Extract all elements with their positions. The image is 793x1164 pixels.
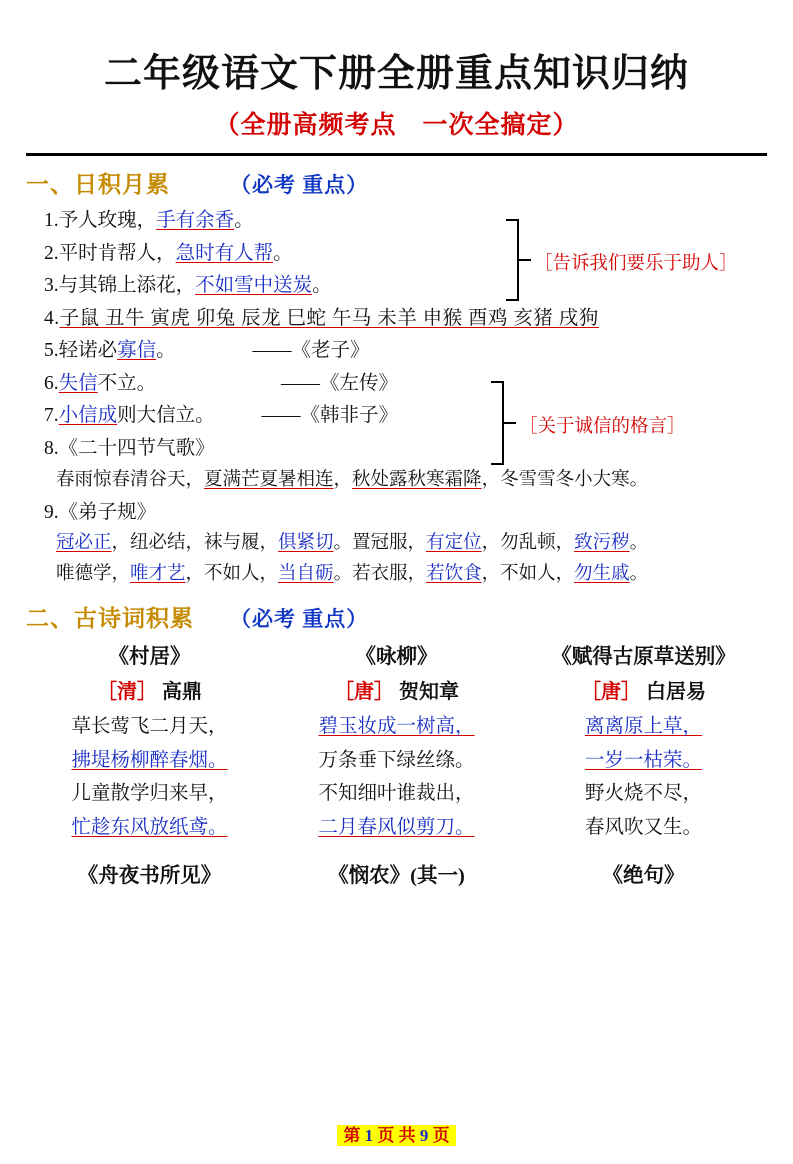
poem-line: 一岁一枯荣。 [584,749,702,771]
text-segment: 。 [156,340,176,362]
poem-dynasty: ［唐］ [334,681,394,704]
poem-next-title: 《悯农》(其一) [328,865,465,888]
poem-line: 碧玉妆成一树高， [318,716,475,738]
text-segment: 。 [629,564,649,585]
poem-author [520,675,767,704]
list-item-heading: 9.《弟子规》 [44,501,157,523]
poem-column [26,639,273,888]
page-subtitle: （全册高频考点 一次全搞定） [214,112,579,139]
text-highlight: 唯才艺 [130,564,186,585]
text-segment: ， [333,469,353,490]
page-title: 二年级语文下册全册重点知识归纳 [103,50,689,95]
poem-line: 儿童散学归来早， [71,783,228,805]
section-1-tag: （必考 重点） [230,173,369,197]
section-1-number: 一、日积月累 [26,172,170,197]
text-segment: ，勿乱顿， [481,533,575,554]
text-segment: 7. [44,405,59,427]
text-segment: 2.平时肯帮人， [44,242,176,264]
brace-group-1 [506,219,519,301]
text-highlight: 冠必正 [56,533,112,554]
poem-dynasty: ［唐］ [581,681,641,704]
text-segment: 4. [44,307,60,329]
text-segment: ，不如人， [185,564,279,585]
poem-author-name: 贺知章 [399,681,459,704]
poem-line: 拂堤杨柳醉春烟。 [71,749,228,771]
poem-line: 草长莺飞二月天， [71,716,228,738]
list-item-heading: 8.《二十四节气歌》 [44,438,215,460]
section-1-body [26,205,767,590]
poem-line: 离离原上草， [584,716,702,738]
page-number-badge [337,1125,455,1146]
text-segment: 。 [273,242,293,264]
text-highlight: 秋处露秋寒霜降 [352,469,482,490]
poem-line: 不知细叶谁裁出， [318,783,475,805]
text-segment: 。 [629,533,649,554]
list-item-zodiac [26,303,767,335]
poem-grid [26,639,767,888]
poem-column [273,639,520,888]
poem-author [26,675,273,704]
poem-next-title: 《绝句》 [602,865,685,888]
document-page [0,42,793,1164]
annotation-integrity: ［关于诚信的格言］ [519,417,686,437]
dizigui-line-2 [26,560,767,590]
title-divider [26,153,767,156]
text-highlight: 小信成 [58,405,118,427]
text-segment: ，不如人， [481,564,575,585]
text-segment: 。 [312,275,332,297]
text-segment: 则大信立。 [117,405,215,427]
text-segment: 。 [234,210,254,231]
annotation-helping-others: ［告诉我们要乐于助人］ [534,254,738,274]
footer-middle: 页 共 [377,1126,416,1145]
text-segment: 。置冠服， [333,533,427,554]
poem-column [520,639,767,888]
section-heading-2 [26,600,767,633]
poem-author-name: 白居易 [646,681,706,704]
section-2-number: 二、古诗词积累 [26,606,194,632]
source-citation: ——《韩非子》 [261,405,399,427]
zodiac-list: 子鼠 丑牛 寅虎 卯兔 辰龙 巳蛇 午马 未羊 申猴 酉鸡 亥猪 戌狗 [59,307,599,329]
solar-terms-song [26,466,767,496]
text-highlight: 勿生戚 [574,564,630,585]
footer-suffix: 页 [432,1126,450,1145]
text-segment: 1.予人玫瑰， [44,210,157,231]
footer-total-pages: 9 [419,1126,429,1145]
poem-line: 野火烧不尽， [584,783,702,805]
poem-line: 忙趁东风放纸鸢。 [71,816,228,838]
brace-group-2 [491,381,504,465]
text-segment: 不立。 [97,372,157,394]
text-highlight: 致污秽 [574,533,630,554]
text-highlight: 有定位 [426,533,482,554]
poem-title: 《赋得古原草送别》 [551,646,736,669]
dizigui-line-1 [26,529,767,559]
text-segment: 春雨惊春清谷天， [56,469,205,490]
text-segment: 。若衣服， [333,564,427,585]
text-segment: ，纽必结，袜与履， [111,533,279,554]
list-item [26,368,767,400]
section-2-tag: （必考 重点） [230,607,369,632]
text-segment: ， [481,469,501,490]
text-highlight: 俱紧切 [278,533,334,554]
footer-page-number: 1 [364,1126,374,1145]
text-segment: 冬雪雪冬小大寒。 [500,469,649,490]
text-highlight: 夏满芒夏暑相连 [204,469,334,490]
text-highlight: 不如雪中送炭 [195,275,313,297]
poem-line: 万条垂下绿丝绦。 [318,749,475,771]
list-item [26,205,767,237]
poem-next-title: 《舟夜书所见》 [77,865,222,888]
text-highlight: 寡信 [117,340,157,362]
page-footer [0,1121,793,1146]
poem-title: 《村居》 [108,646,191,669]
text-highlight: 当自砺 [278,564,334,585]
poem-line: 二月春风似剪刀。 [318,816,475,838]
poem-line: 春风吹又生。 [584,816,702,838]
text-segment: 3.与其锦上添花， [44,275,196,297]
poem-dynasty: ［清］ [97,681,157,704]
poem-author [273,675,520,704]
text-segment: 5.轻诺必 [44,340,118,362]
source-citation: ——《左传》 [281,372,399,394]
source-citation: ——《老子》 [252,340,370,362]
list-item [26,335,767,367]
footer-prefix: 第 [343,1126,361,1145]
poem-author-name: 高鼎 [162,681,202,704]
brace-tick-1 [519,259,531,261]
text-segment: 6. [44,372,59,394]
text-segment: 唯德学， [56,564,131,585]
text-highlight: 急时有人帮 [175,242,274,264]
text-highlight: 若饮食 [426,564,482,585]
text-highlight: 手有余香 [156,210,235,231]
section-heading-1 [26,166,767,199]
poem-title: 《咏柳》 [355,646,438,669]
text-highlight: 失信 [58,372,98,394]
brace-tick-2 [504,422,516,424]
